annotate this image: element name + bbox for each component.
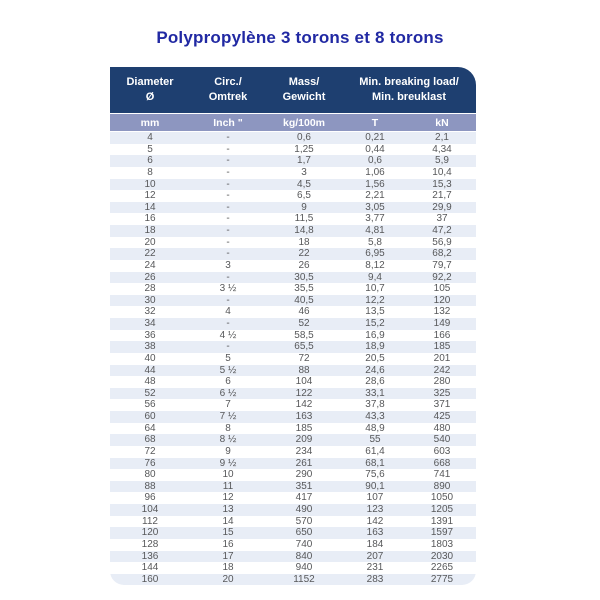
cell-mass-kg100m: 209 [295,434,313,446]
table-row [110,248,476,260]
cell-mass-kg100m: 88 [298,364,310,376]
cell-diameter-mm: 64 [144,422,156,434]
cell-mass-kg100m: 351 [295,480,313,492]
cell-mbl-kn: 2265 [430,562,454,574]
cell-diameter-mm: 26 [144,271,156,283]
header-mass-line2: Gewicht [282,91,326,103]
table-row [110,306,476,318]
cell-mass-kg100m: 30,5 [294,271,314,283]
cell-mbl-kn: 21,7 [432,190,452,202]
cell-circ-inch: 6 [225,376,231,388]
cell-mass-kg100m: 142 [295,399,313,411]
cell-mbl-kn: 603 [433,445,451,457]
cell-mbl-t: 1,06 [365,166,385,178]
cell-mbl-kn: 890 [433,480,451,492]
table-row [110,411,476,423]
table-row [110,341,476,353]
cell-mbl-t: 3,77 [365,213,385,225]
cell-mbl-t: 0,6 [368,155,382,167]
cell-circ-inch: 15 [222,527,234,539]
cell-mbl-kn: 47,2 [432,225,452,236]
cell-diameter-mm: 14 [144,201,156,213]
cell-mbl-t: 20,5 [365,352,385,364]
table-row [110,423,476,435]
cell-mbl-t: 12,2 [365,294,385,306]
cell-mbl-t: 207 [366,550,384,562]
table-row [110,283,476,295]
cell-mbl-kn: 10,4 [432,166,452,178]
rope-spec-table [110,67,476,585]
cell-mbl-t: 3,05 [365,201,385,213]
cell-circ-inch: 17 [222,550,234,562]
cell-mass-kg100m: 65,5 [294,341,314,353]
page-title: Polypropylène 3 torons et 8 torons [156,28,444,47]
cell-mbl-t: 283 [366,573,384,585]
unit-tonnes: T [371,116,379,129]
header-mass-line1: Mass/ [288,76,320,89]
cell-mbl-t: 231 [366,562,384,574]
table-row [110,388,476,400]
cell-circ-inch: 3 ½ [219,283,237,295]
cell-mass-kg100m: 18 [298,236,310,248]
header-min-breaking-load-line2: Min. breuklast [372,91,446,103]
cell-mbl-t: 0,44 [365,143,385,155]
header-circumference [190,75,266,105]
cell-mass-kg100m: 490 [295,504,313,515]
cell-diameter-mm: 60 [144,411,156,422]
cell-diameter-mm: 76 [144,457,156,469]
cell-mass-kg100m: 4,5 [297,178,311,190]
table-row [110,551,476,563]
cell-circ-inch: - [226,341,230,353]
cell-diameter-mm: 5 [147,143,153,155]
cell-mbl-t: 13,5 [365,306,385,318]
table-row [110,272,476,284]
cell-mass-kg100m: 22 [298,248,310,260]
cell-mass-kg100m: 14,8 [294,225,314,236]
table-row [110,167,476,179]
table-row [110,155,476,167]
cell-mass-kg100m: 1,25 [294,143,314,155]
cell-mass-kg100m: 40,5 [294,294,314,306]
cell-mbl-kn: 79,7 [432,259,452,271]
cell-diameter-mm: 80 [144,469,156,481]
table-row [110,237,476,249]
cell-mbl-t: 15,2 [365,318,385,329]
table-row [110,318,476,330]
table-row [110,179,476,191]
cell-circ-inch: 9 ½ [219,457,237,469]
cell-diameter-mm: 28 [144,283,156,295]
table-row [110,399,476,411]
cell-circ-inch: - [226,236,230,248]
cell-diameter-mm: 44 [144,364,156,376]
header-diameter-line1: Diameter [126,76,174,89]
unit-inch: Inch " [213,116,243,129]
cell-circ-inch: 4 ½ [219,329,237,341]
cell-circ-inch: 11 [222,480,234,492]
cell-circ-inch: - [226,248,230,260]
cell-mass-kg100m: 740 [295,538,313,550]
table-row [110,516,476,528]
cell-mbl-t: 184 [366,538,384,550]
cell-circ-inch: 7 [225,399,231,411]
table-row [110,434,476,446]
table-row [110,539,476,551]
table-row [110,213,476,225]
table-row [110,295,476,307]
cell-circ-inch: - [226,143,230,155]
cell-mass-kg100m: 6,5 [297,190,311,202]
cell-diameter-mm: 40 [144,352,156,364]
table-row [110,504,476,516]
table-row [110,458,476,470]
cell-circ-inch: 6 ½ [219,387,237,399]
cell-mass-kg100m: 650 [295,527,313,539]
cell-mbl-t: 90,1 [365,480,385,492]
cell-mbl-t: 75,6 [365,469,385,481]
cell-diameter-mm: 96 [144,492,156,504]
table-header-row [110,67,476,113]
cell-mbl-t: 163 [366,527,384,539]
table-row [110,260,476,272]
cell-diameter-mm: 136 [141,550,159,562]
cell-mbl-t: 24,6 [365,364,385,376]
header-min-breaking-load [342,75,476,105]
cell-diameter-mm: 48 [144,376,156,388]
cell-mass-kg100m: 261 [295,457,313,469]
header-circumference-line2: Omtrek [208,91,248,103]
cell-mass-kg100m: 72 [298,352,310,364]
table-row [110,527,476,539]
cell-mbl-kn: 1803 [430,538,454,550]
cell-mbl-t: 9,4 [368,271,382,283]
cell-circ-inch: - [226,225,230,236]
cell-diameter-mm: 18 [144,225,156,236]
cell-circ-inch: - [226,132,230,143]
cell-diameter-mm: 68 [144,434,156,446]
cell-mass-kg100m: 1,7 [297,155,311,167]
cell-mass-kg100m: 840 [295,550,313,562]
table-row [110,144,476,156]
cell-mass-kg100m: 0,6 [297,132,311,143]
table-row [110,376,476,388]
cell-mass-kg100m: 3 [301,166,307,178]
cell-circ-inch: 7 ½ [219,411,237,422]
cell-mass-kg100m: 234 [295,445,313,457]
cell-diameter-mm: 8 [147,166,153,178]
cell-mbl-t: 5,8 [368,236,382,248]
unit-kilonewton: kN [435,116,449,129]
cell-diameter-mm: 30 [144,294,156,306]
table-row [110,202,476,214]
cell-circ-inch: 9 [225,445,231,457]
cell-mbl-kn: 149 [433,318,451,329]
cell-circ-inch: 18 [222,562,234,574]
unit-mm: mm [140,116,160,129]
cell-mbl-t: 4,81 [365,225,385,236]
cell-circ-inch: - [226,318,230,329]
cell-diameter-mm: 12 [144,190,156,202]
cell-mbl-kn: 1050 [430,492,454,504]
cell-mbl-kn: 15,3 [432,178,452,190]
table-units-row [110,114,476,131]
cell-mbl-t: 48,9 [365,422,385,434]
cell-mbl-kn: 1205 [430,504,454,515]
cell-mbl-kn: 185 [433,341,451,353]
cell-mbl-kn: 5,9 [435,155,449,167]
table-row [110,574,476,586]
cell-mass-kg100m: 9 [301,201,307,213]
cell-diameter-mm: 88 [144,480,156,492]
cell-mbl-kn: 105 [433,283,451,295]
cell-mbl-kn: 1597 [430,527,454,539]
cell-mass-kg100m: 46 [298,306,310,318]
cell-circ-inch: 10 [222,469,234,481]
cell-circ-inch: 3 [225,259,231,271]
cell-mbl-kn: 68,2 [432,248,452,260]
cell-mbl-kn: 325 [433,387,451,399]
cell-mbl-t: 68,1 [365,457,385,469]
cell-mbl-t: 0,21 [365,132,385,143]
cell-diameter-mm: 72 [144,445,156,457]
cell-mass-kg100m: 26 [298,259,310,271]
cell-mbl-t: 123 [366,504,384,515]
cell-diameter-mm: 36 [144,329,156,341]
cell-mbl-t: 61,4 [365,445,385,457]
table-row [110,330,476,342]
cell-diameter-mm: 112 [142,515,158,527]
table-row [110,481,476,493]
cell-mbl-kn: 201 [433,352,451,364]
table-row [110,562,476,574]
table-row [110,353,476,365]
cell-mass-kg100m: 35,5 [294,283,314,295]
cell-mbl-kn: 92,2 [432,271,452,283]
cell-mbl-t: 55 [369,434,381,446]
cell-mbl-t: 6,95 [365,248,385,260]
cell-mass-kg100m: 290 [295,469,313,481]
cell-circ-inch: 13 [222,504,234,515]
cell-mbl-kn: 1391 [430,515,454,527]
cell-circ-inch: - [226,294,230,306]
table-row [110,225,476,237]
cell-mbl-kn: 166 [433,329,451,341]
cell-mbl-t: 18,9 [365,341,385,353]
cell-mbl-kn: 480 [433,422,451,434]
cell-diameter-mm: 4 [147,132,153,143]
cell-mbl-kn: 120 [433,294,451,306]
cell-circ-inch: 16 [222,538,234,550]
cell-mbl-t: 2,21 [365,190,385,202]
cell-mass-kg100m: 417 [295,492,313,504]
cell-mbl-kn: 2030 [430,550,454,562]
cell-mbl-kn: 29,9 [432,201,452,213]
cell-diameter-mm: 34 [144,318,156,329]
header-min-breaking-load-line1: Min. breaking load/ [359,76,459,89]
cell-mbl-kn: 540 [433,434,451,446]
cell-diameter-mm: 128 [141,538,159,550]
cell-diameter-mm: 24 [144,259,156,271]
cell-mbl-kn: 425 [433,411,451,422]
cell-mbl-t: 16,9 [365,329,385,341]
header-mass [266,75,342,105]
table-body [110,132,476,585]
cell-mbl-t: 1,56 [365,178,385,190]
cell-mbl-kn: 2,1 [435,132,449,143]
table-row [110,446,476,458]
cell-diameter-mm: 160 [141,573,159,585]
cell-mbl-kn: 280 [433,376,451,388]
cell-mass-kg100m: 570 [295,515,313,527]
cell-circ-inch: 20 [222,573,234,585]
cell-diameter-mm: 120 [141,527,159,539]
cell-diameter-mm: 144 [141,562,159,574]
cell-mbl-kn: 56,9 [432,236,452,248]
cell-circ-inch: 8 ½ [219,434,237,446]
cell-mass-kg100m: 1152 [293,573,315,585]
cell-mass-kg100m: 163 [295,411,313,422]
cell-mbl-kn: 132 [433,306,451,318]
cell-mbl-t: 33,1 [365,387,385,399]
cell-circ-inch: - [226,155,230,167]
cell-circ-inch: - [226,201,230,213]
cell-mbl-t: 43,3 [365,411,385,422]
cell-circ-inch: - [226,190,230,202]
cell-mbl-t: 10,7 [365,283,385,295]
cell-diameter-mm: 38 [144,341,156,353]
cell-diameter-mm: 32 [144,306,156,318]
unit-kg-per-100m: kg/100m [282,116,326,129]
table-row [110,492,476,504]
cell-diameter-mm: 20 [144,236,156,248]
cell-mbl-kn: 668 [433,457,451,469]
cell-mass-kg100m: 52 [298,318,310,329]
cell-circ-inch: 4 [225,306,231,318]
table-row [110,190,476,202]
cell-mbl-kn: 2775 [430,573,454,585]
page [0,28,600,585]
cell-mass-kg100m: 11,5 [294,213,314,225]
cell-diameter-mm: 104 [141,504,159,515]
cell-mbl-kn: 37 [436,213,448,225]
table-row [110,132,476,144]
cell-diameter-mm: 6 [147,155,153,167]
cell-mass-kg100m: 104 [295,376,313,388]
cell-circ-inch: 12 [222,492,234,504]
cell-circ-inch: 14 [222,515,234,527]
header-circumference-line1: Circ./ [214,76,242,89]
cell-mass-kg100m: 122 [295,387,313,399]
cell-mbl-kn: 4,34 [432,143,452,155]
table-row [110,469,476,481]
cell-circ-inch: - [226,213,230,225]
cell-mass-kg100m: 58,5 [294,329,314,341]
cell-circ-inch: - [226,166,230,178]
cell-diameter-mm: 10 [144,178,156,190]
table-row [110,365,476,377]
cell-circ-inch: 8 [225,422,231,434]
cell-diameter-mm: 52 [144,387,156,399]
cell-mbl-kn: 371 [433,399,451,411]
header-diameter [110,75,190,105]
cell-mbl-t: 28,6 [365,376,385,388]
cell-circ-inch: - [226,271,230,283]
cell-mbl-kn: 741 [433,469,451,481]
cell-mass-kg100m: 185 [295,422,313,434]
header-diameter-line2: Ø [145,91,155,103]
cell-diameter-mm: 56 [144,399,156,411]
cell-mbl-t: 107 [366,492,384,504]
cell-mass-kg100m: 940 [295,562,313,574]
cell-diameter-mm: 22 [144,248,156,260]
cell-mbl-t: 37,8 [365,399,385,411]
cell-mbl-t: 8,12 [365,259,385,271]
cell-mbl-t: 142 [366,515,384,527]
cell-circ-inch: 5 [225,352,231,364]
cell-circ-inch: - [226,178,230,190]
cell-diameter-mm: 16 [144,213,156,225]
cell-circ-inch: 5 ½ [219,364,237,376]
cell-mbl-kn: 242 [433,364,451,376]
